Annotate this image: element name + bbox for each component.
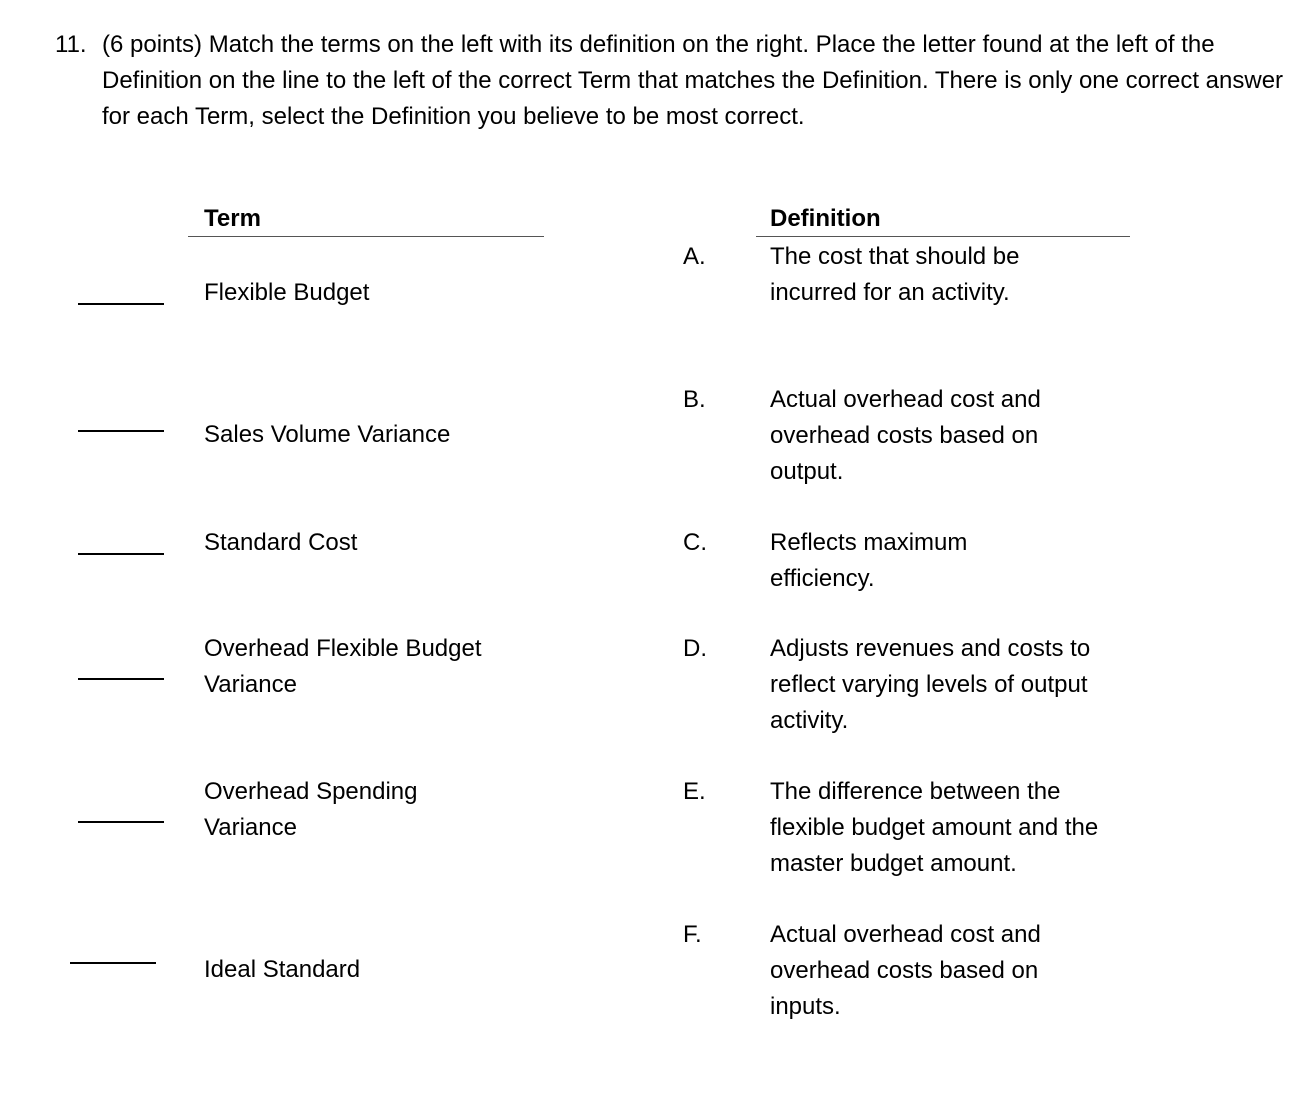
term-item: Overhead Spending Variance bbox=[204, 778, 418, 841]
question-prompt: (6 points) Match the terms on the left with its definition on the right. Place the letter found at the left of the Definition on the line to the left of the correct Term that matches the Definition. There is only one correct answer for each Term, select the Definition you believe to be most correct. bbox=[102, 31, 1284, 130]
term-item: Ideal Standard bbox=[204, 956, 361, 983]
definition-letter: E. bbox=[683, 778, 706, 805]
term-header-rule bbox=[188, 236, 544, 237]
definition-letter: F. bbox=[683, 921, 702, 948]
answer-blank-5[interactable] bbox=[78, 821, 164, 823]
definition-letter: B. bbox=[683, 386, 706, 413]
answer-blank-3[interactable] bbox=[78, 553, 164, 555]
definition-text: Adjusts revenues and costs to reflect varying levels of output activity. bbox=[770, 635, 1091, 734]
definition-text: Actual overhead cost and overhead costs based on inputs. bbox=[770, 921, 1041, 1020]
definition-letter: C. bbox=[683, 529, 707, 556]
answer-blank-6[interactable] bbox=[70, 962, 156, 964]
definition-text: The difference between the flexible budget amount and the master budget amount. bbox=[770, 778, 1099, 877]
term-item: Standard Cost bbox=[204, 529, 358, 556]
term-item: Flexible Budget bbox=[204, 279, 370, 306]
term-item: Overhead Flexible Budget Variance bbox=[204, 635, 482, 698]
answer-blank-4[interactable] bbox=[78, 678, 164, 680]
definition-letter: D. bbox=[683, 635, 707, 662]
definition-text: The cost that should be incurred for an activity. bbox=[770, 243, 1020, 306]
definition-text: Actual overhead cost and overhead costs based on output. bbox=[770, 386, 1041, 485]
definition-text: Reflects maximum efficiency. bbox=[770, 529, 968, 592]
definition-column-header: Definition bbox=[770, 205, 881, 232]
question-number: 11. bbox=[55, 31, 87, 58]
answer-blank-2[interactable] bbox=[78, 430, 164, 432]
definition-letter: A. bbox=[683, 243, 706, 270]
term-column-header: Term bbox=[204, 205, 261, 232]
answer-blank-1[interactable] bbox=[78, 303, 164, 305]
term-item: Sales Volume Variance bbox=[204, 421, 451, 448]
definition-header-rule bbox=[756, 236, 1130, 237]
